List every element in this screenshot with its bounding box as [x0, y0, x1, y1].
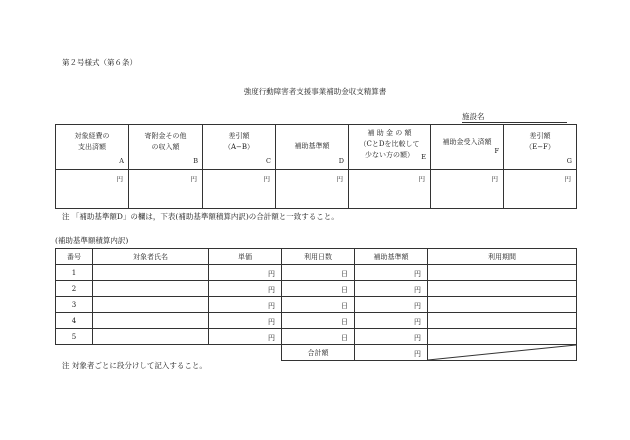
- period-cell[interactable]: [428, 313, 577, 329]
- base-amount-cell[interactable]: 円: [355, 281, 428, 297]
- value-d[interactable]: 円: [276, 170, 349, 209]
- name-cell[interactable]: [93, 329, 209, 345]
- col-header-base-amount: 補助基準額: [355, 249, 428, 265]
- name-cell[interactable]: [93, 281, 209, 297]
- header-e: 補 助 金 の 額 （CとDを比較して 少ない方の額） E: [349, 125, 431, 170]
- breakdown-title: (補助基準額積算内訳): [55, 236, 129, 245]
- table-row: [56, 265, 577, 281]
- header-c: 差引額 （A−B） C: [203, 125, 276, 170]
- form-number: 第２号様式（第６条）: [62, 58, 137, 67]
- days-cell[interactable]: 日: [282, 297, 355, 313]
- facility-label: 施設名: [462, 112, 485, 121]
- blank-area: [56, 345, 282, 361]
- base-amount-cell[interactable]: 円: [355, 329, 428, 345]
- header-f: 補助金受入済額 F: [431, 125, 504, 170]
- name-cell[interactable]: [93, 313, 209, 329]
- days-cell[interactable]: 日: [282, 313, 355, 329]
- base-amount-cell[interactable]: 円: [355, 265, 428, 281]
- table-row: [56, 313, 577, 329]
- days-cell[interactable]: 日: [282, 281, 355, 297]
- table-row: [56, 329, 577, 345]
- row-number: 4: [56, 313, 93, 329]
- period-cell[interactable]: [428, 265, 577, 281]
- unit-price-cell[interactable]: 円: [209, 313, 282, 329]
- col-header-no: 番号: [56, 249, 93, 265]
- col-header-name: 対象者氏名: [93, 249, 209, 265]
- period-cell[interactable]: [428, 329, 577, 345]
- name-cell[interactable]: [93, 297, 209, 313]
- row-number: 1: [56, 265, 93, 281]
- total-amount-cell[interactable]: 円: [355, 345, 428, 361]
- breakdown-table: [55, 248, 577, 361]
- unit-price-cell[interactable]: 円: [209, 265, 282, 281]
- note-2: 注 対象者ごとに段分けして記入すること。: [62, 361, 207, 370]
- days-cell[interactable]: 日: [282, 265, 355, 281]
- header-b: 寄附金その他 の収入額 B: [129, 125, 203, 170]
- col-header-period: 利用期間: [428, 249, 577, 265]
- value-f[interactable]: 円: [431, 170, 504, 209]
- value-b[interactable]: 円: [129, 170, 203, 209]
- base-amount-cell[interactable]: 円: [355, 313, 428, 329]
- value-a[interactable]: 円: [56, 170, 129, 209]
- header-g: 差引額 （E−F） G: [504, 125, 577, 170]
- base-amount-cell[interactable]: 円: [355, 297, 428, 313]
- value-c[interactable]: 円: [203, 170, 276, 209]
- table-row: [56, 281, 577, 297]
- days-cell[interactable]: 日: [282, 329, 355, 345]
- unit-price-cell[interactable]: 円: [209, 281, 282, 297]
- settlement-table: [55, 124, 577, 209]
- facility-name-field[interactable]: [462, 113, 567, 123]
- header-a: 対象経費の 支出済額 A: [56, 125, 129, 170]
- unit-price-cell[interactable]: 円: [209, 329, 282, 345]
- total-period-struck: [428, 345, 577, 361]
- total-label: 合計額: [282, 345, 355, 361]
- col-header-unit-price: 単価: [209, 249, 282, 265]
- header-d: 補助基準額 D: [276, 125, 349, 170]
- row-number: 5: [56, 329, 93, 345]
- note-1: 注 「補助基準額D」の欄は，下表(補助基準額積算内訳)の合計額と一致すること。: [62, 212, 339, 221]
- name-cell[interactable]: [93, 265, 209, 281]
- unit-price-cell[interactable]: 円: [209, 297, 282, 313]
- period-cell[interactable]: [428, 297, 577, 313]
- row-number: 2: [56, 281, 93, 297]
- value-e[interactable]: 円: [349, 170, 431, 209]
- row-number: 3: [56, 297, 93, 313]
- value-g[interactable]: 円: [504, 170, 577, 209]
- diagonal-strike: [428, 345, 576, 360]
- period-cell[interactable]: [428, 281, 577, 297]
- page-title: 強度行動障害者支援事業補助金収支精算書: [243, 87, 387, 96]
- table-row: [56, 297, 577, 313]
- col-header-days: 利用日数: [282, 249, 355, 265]
